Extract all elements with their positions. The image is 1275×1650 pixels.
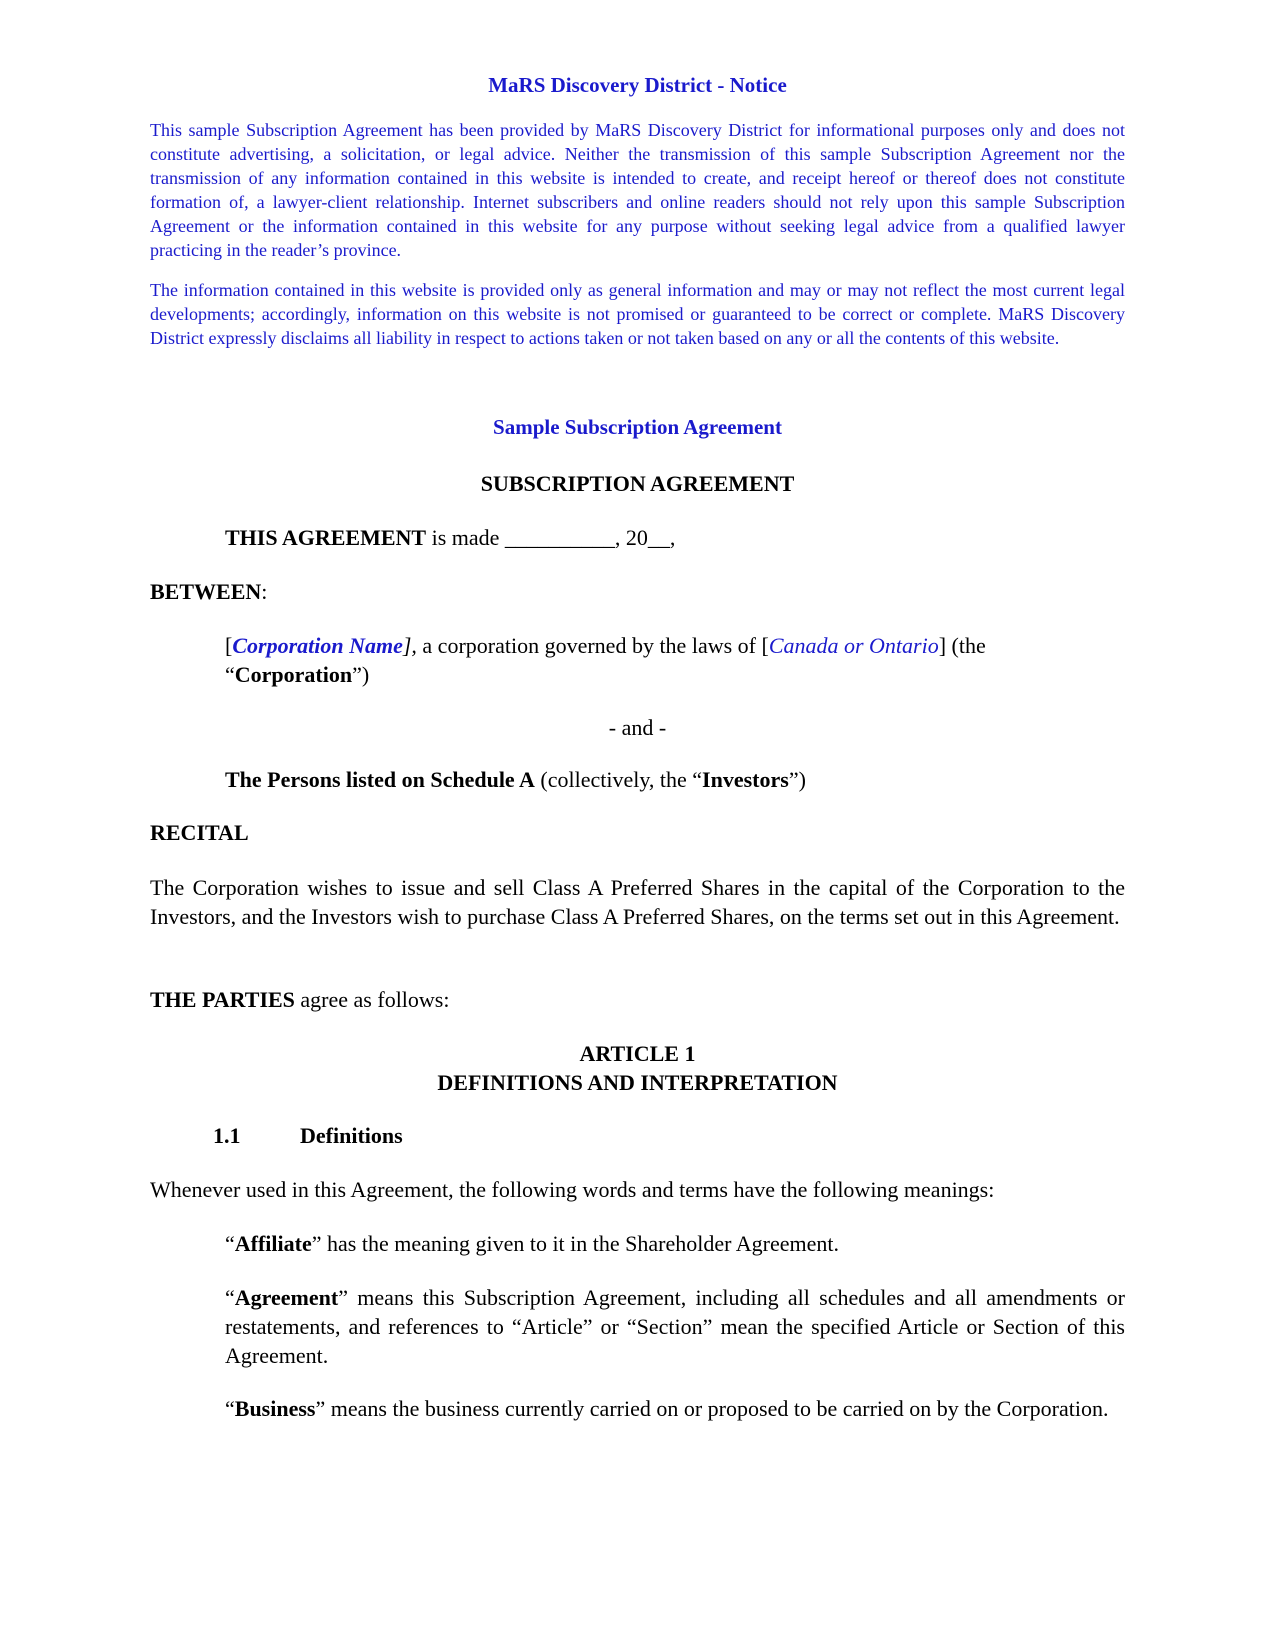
notice-paragraph-2: The information contained in this website is provided only as general information and may or may not reflect the most current legal developments; accordingly, information on this website is not promised or guaranteed to be correct or complete. MaRS Discovery District expressly disclaims all liability in respect to actions taken or not taken based on any or all the contents of this website. — [150, 280, 1125, 348]
term-agreement: Agreement — [234, 1285, 339, 1310]
recital-text: The Corporation wishes to issue and sell Class A Preferred Shares in the capital of the Corporation to the Investors, and the Investors wish to purchase Class A Preferred Shares, on the terms set out in this Agreement. — [150, 875, 1125, 929]
term-affiliate: Affiliate — [234, 1231, 312, 1256]
this-agreement-label: THIS AGREEMENT — [225, 525, 427, 550]
definition-affiliate: “Affiliate” has the meaning given to it in the Shareholder Agreement. — [225, 1231, 839, 1256]
definitions-intro: Whenever used in this Agreement, the following words and terms have the following meanings: — [150, 1177, 995, 1202]
defined-term-investors: Investors — [702, 767, 789, 792]
party-corporation: [Corporation Name], a corporation governed by the laws of [Canada or Ontario] (the “Corporation”) — [225, 633, 986, 687]
jurisdiction-placeholder: Canada or Ontario — [768, 633, 939, 658]
recital-heading: RECITAL — [150, 820, 249, 845]
sample-title: Sample Subscription Agreement — [493, 415, 782, 439]
parties-agree-line: THE PARTIES agree as follows: — [150, 987, 450, 1012]
section-number: 1.1 — [213, 1123, 241, 1148]
section-heading — [213, 1121, 403, 1150]
agreement-date-line — [225, 523, 675, 552]
definition-agreement: “Agreement” means this Subscription Agreement, including all schedules and all amendments or restatements, and references to “Article” or “Section” mean the specified Article or Section of this Agreement. — [225, 1285, 1125, 1368]
notice-title: MaRS Discovery District - Notice — [488, 73, 787, 97]
notice-paragraph-1: This sample Subscription Agreement has been provided by MaRS Discovery District for informational purposes only and does not constitute advertising, a solicitation, or legal advice. Neither the transmission of this sample Subscription Agreement nor the transmission of any information contained in this website is intended to create, and receipt hereof or thereof does not constitute formation of, a lawyer-client relationship. Internet subscribers and online readers should not rely upon this sample Subscription Agreement or the information contained in this website for any purpose without seeking legal advice from a qualified lawyer practicing in the reader’s province. — [150, 120, 1125, 260]
and-separator: - and - — [608, 715, 667, 740]
party-investors: The Persons listed on Schedule A (collectively, the “Investors”) — [225, 767, 806, 792]
article-title: DEFINITIONS AND INTERPRETATION — [437, 1070, 838, 1095]
defined-term-corporation: Corporation — [234, 662, 353, 687]
definition-business: “Business” means the business currently carried on or proposed to be carried on by the Corporation. — [225, 1396, 1109, 1421]
corporation-name-placeholder: Corporation Name — [232, 633, 403, 658]
article-number: ARTICLE 1 — [579, 1041, 696, 1066]
between-heading: BETWEEN: — [150, 579, 268, 604]
date-blank: is made __________, 20__, — [426, 525, 676, 550]
agreement-title: SUBSCRIPTION AGREEMENT — [480, 471, 795, 496]
section-title: Definitions — [300, 1123, 403, 1148]
term-business: Business — [234, 1396, 316, 1421]
